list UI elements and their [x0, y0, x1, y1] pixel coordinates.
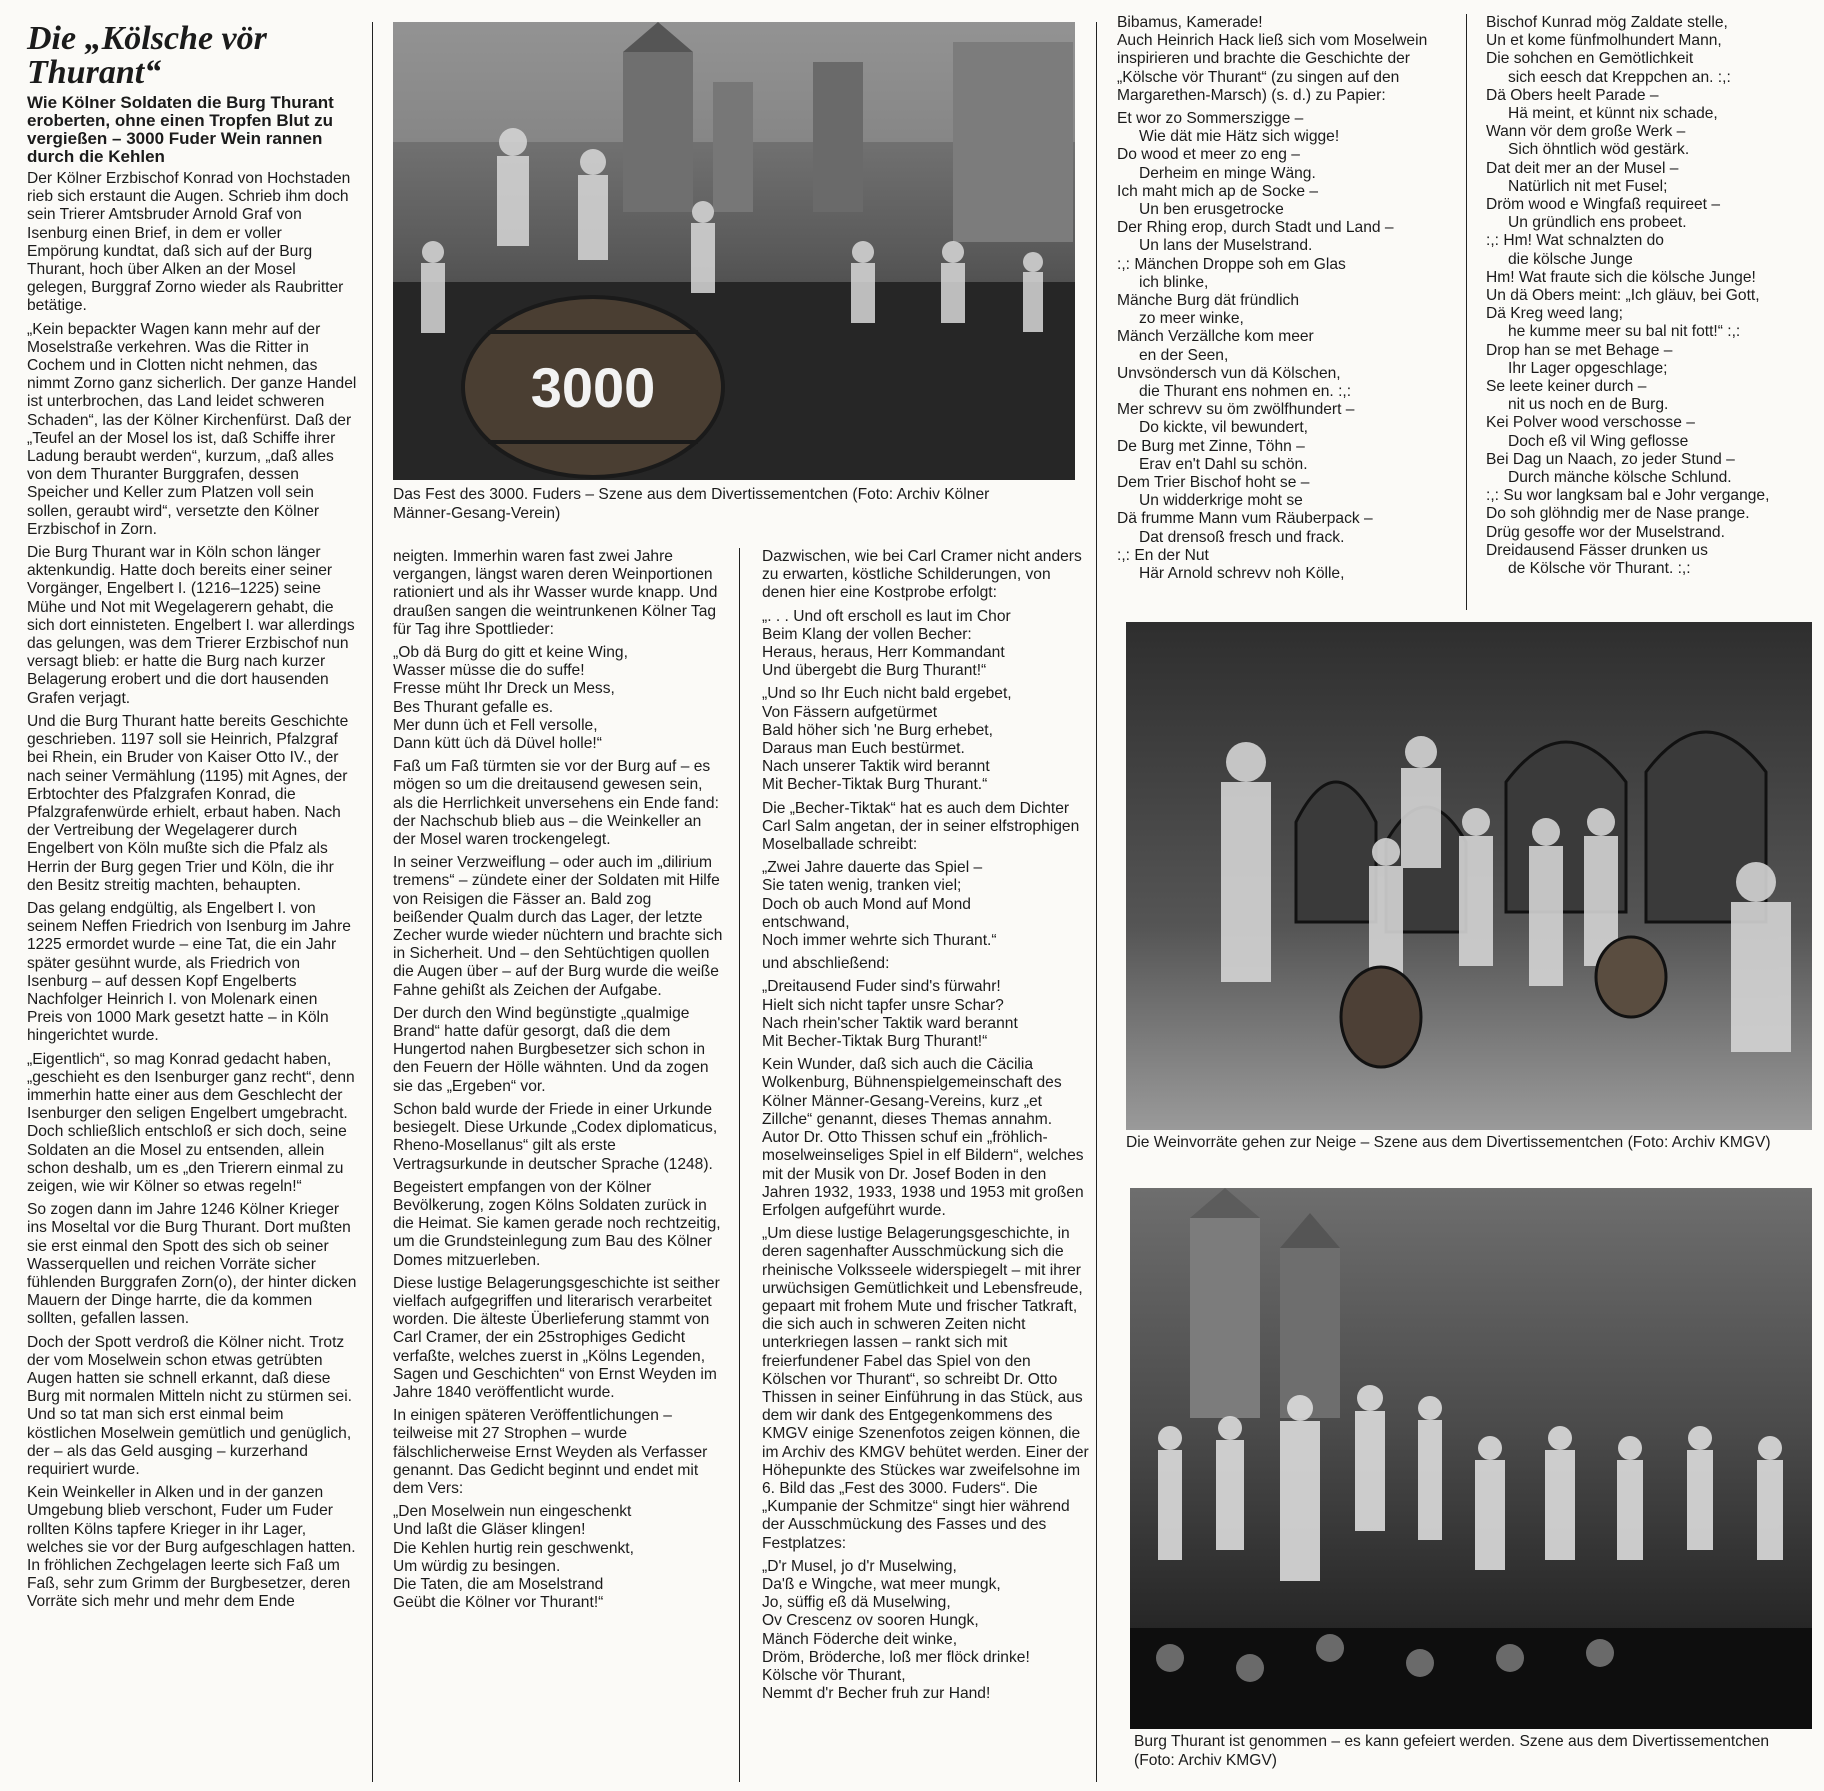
photo-1-caption: Das Fest des 3000. Fuders – Szene aus dem Divertissementchen (Foto: Archiv Kölner Männer-Gesang-Verein)	[393, 486, 990, 522]
paragraph: „Eigentlich“, so mag Konrad gedacht haben, „geschieht es den Isenburger ganz recht“, denn immerhin hatte einer aus dem Geschlecht der Isenburger den seligen Engelbert umgebracht. Doch schließlich entschloß er sich doch, seine Soldaten an die Mosel zu entsenden, allein schon deshalb, um es „den Trierern einmal zu zeigen, wie wir Kölner so etwas regeln!“	[27, 1050, 355, 1195]
verse-line: Ihr Lager opgeschlage;	[1508, 359, 1668, 377]
verse-line: Derheim en minge Wäng.	[1139, 164, 1316, 182]
verse-line: Kei Polver wood verschosse –	[1486, 414, 1695, 432]
paragraph: „Kein bepackter Wagen kann mehr auf der Moselstraße verkehren. Was die Ritter in Cochem und in Clotten nicht nehmen, das nimmt Zorno ganz sicherlich. Der ganze Handel ist unterbrochen, das Land leidet schweren Schaden“, las der Kölner Kirchenfürst. Daß der „Teufel an der Mosel los ist, daß Schiffe ihrer Ladung beraubt werden“, kurzum, „daß alles von dem Thuranter Burggrafen, dessen Speicher und Keller zum Platzen voll sein sollen, geraubt wird“, versetzte den Kölner Erzbischof in Zorn.	[27, 320, 357, 538]
verse-line: :,: Su wor langksam bal e Johr vergange,	[1486, 487, 1770, 505]
stage-scene-image	[393, 22, 1075, 480]
paragraph: Doch der Spott verdroß die Kölner nicht. Trotz der vom Moselwein schon etwas getrübten Augen hatten sie schnell erkannt, daß diese Burg mit normalen Mitteln nicht zu stürmen sei. Und so tat man sich erst einmal beim köstlichen Moselwein gemütlich und genüglich, der – als das Geld ausging – kurzerhand requiriert wurde.	[27, 1333, 352, 1479]
verse-line: Drop han se met Behage –	[1486, 341, 1673, 359]
verse-line: Un gründlich ens probeet.	[1508, 214, 1687, 232]
paragraph: Kein Wunder, daß sich auch die Cäcilia Wolkenburg, Bühnenspielgemeinschaft des Kölner Männer-Gesang-Vereins, kurz „et Zillche“ genannt, dieses Themas annahm. Autor Dr. Otto Thissen schuf ein „fröhlich-moselweinseliges Spiel in elf Bildern“, welches mit der Musik von Dr. Josef Boden in den Jahren 1932, 1933, 1938 und 1953 mit großen Erfolgen aufgeführt wurde.	[762, 1056, 1084, 1219]
verse-line: Der Rhing erop, durch Stadt und Land –	[1117, 219, 1394, 237]
verse-line: Mänche Burg dät fründlich	[1117, 292, 1300, 310]
verse-line: en der Seen,	[1139, 346, 1229, 364]
paragraph: neigten. Immerhin waren fast zwei Jahre vergangen, längst waren deren Weinportionen rationiert und als ihr Wasser wurde knapp. Und draußen sangen die weintrunkenen Kölner Tag für Tag ihre Spottlieder:	[393, 548, 718, 638]
paragraph: Schon bald wurde der Friede in einer Urkunde besiegelt. Diese Urkunde „Codex diplomaticus, Rheno-Mosellanus“ gilt als erste Vertragsurkunde in deutscher Sprache (1248).	[393, 1100, 718, 1173]
paragraph: Kein Weinkeller in Alken und in der ganzen Umgebung blieb verschont, Fuder um Fuder rollten Kölns tapfere Krieger in ihr Lager, welches sie vor der Burg aufgeschlagen hatten. In fröhlichen Zechgelagen leerte sich Faß um Faß, sehr zum Grimm der Burgbesetzer, deren Vorräte sich mehr und mehr dem Ende	[27, 1484, 356, 1611]
verse-line: Un ben erusgetrocke	[1139, 201, 1284, 219]
paragraph: Das gelang endgültig, als Engelbert I. von seinem Neffen Friedrich von Isenburg im Jahre 1225 ermordet wurde – eine Tat, die ein Jahr später gesühnt wurde, als Friedrich von Isenburg – auf dessen Kopf Engelberts Nachfolger Heinrich I. von Molenark einen Preis von 1000 Mark gesetzt hatte – in Köln hingerichtet wurde.	[27, 899, 351, 1045]
verse-line: Natürlich nit met Fusel;	[1508, 177, 1668, 195]
verse-line: ich blinke,	[1139, 273, 1209, 291]
paragraph: und abschließend:	[762, 955, 890, 973]
verse-line: Dä Obers heelt Parade –	[1486, 86, 1659, 104]
photo-fest-3000-fuders	[393, 22, 1075, 480]
verse-line: Bischof Kunrad mög Zaldate stelle,	[1486, 14, 1728, 31]
verse-line: die Thurant ens nohmen en. :,:	[1139, 383, 1352, 401]
verse-line: Un dä Obers meint: „Ich gläuv, bei Gott,	[1486, 287, 1760, 305]
article-title: Die „Kölsche vör Thurant“	[27, 20, 267, 91]
verse-line: zo meer winke,	[1139, 310, 1244, 328]
celebration-scene-image	[1130, 1188, 1812, 1729]
column-divider-3	[1096, 22, 1097, 1782]
verse-line: de Kölsche vör Thurant. :,:	[1508, 560, 1691, 578]
column-1-text	[27, 170, 357, 1612]
article-column-2	[393, 548, 723, 1617]
verse-line: Dem Trier Bischof hoht se –	[1117, 474, 1310, 492]
verse-line: Unvsöndersch vun dä Kölschen,	[1117, 364, 1341, 382]
verse-line: :,: Mänchen Droppe soh em Glas	[1117, 255, 1346, 273]
verse-line: Doch eß vil Wing geflosse	[1508, 432, 1689, 450]
verse-line: Do wood et meer zo eng –	[1117, 146, 1300, 164]
verse-line: die kölsche Junge	[1508, 250, 1633, 268]
photo-weinvorraete	[1126, 622, 1812, 1130]
verse-line: Bei Dag un Naach, zo jeder Stund –	[1486, 450, 1735, 468]
paragraph: „. . . Und oft erscholl es laut im Chor Beim Klang der vollen Becher: Heraus, heraus, Herr Kommandant Und übergebt die Burg Thurant!“	[762, 607, 1011, 680]
paragraph: In einigen späteren Veröffentlichungen – teilweise mit 27 Strophen – wurde fälschlicherweise Ernst Weyden als Verfasser genannt. Das Gedicht beginnt und endet mit dem Vers:	[393, 1407, 708, 1497]
verse-line: Un widderkrige moht se	[1139, 492, 1303, 510]
paragraph: „Den Moselwein nun eingeschenkt Und laßt die Gläser klingen! Die Kehlen hurtig rein geschwenkt, Um würdig zu besingen. Die Taten, die am Moselstrand Geübt die Kölner vor Thurant!“	[393, 1503, 634, 1612]
verse-line: Durch mänche kölsche Schlund.	[1508, 469, 1732, 487]
barrel-3000-label: 3000	[530, 356, 656, 419]
verse-line: Hä meint, et künnt nix schade,	[1508, 105, 1718, 123]
paragraph: Und die Burg Thurant hatte bereits Geschichte geschrieben. 1197 soll sie Heinrich, Pfalzgraf bei Rhein, ein Bruder von Kaiser Otto IV., der nach seiner Vermählung (1195) mit Agnes, der Erbtochter des Pfalzgrafen Konrad, die Pfalzgrafenwürde erhielt, erbaut haben. Nach der Vertreibung der Wegelagerer durch Engelbert von Köln mußte sich die Pfalz als Herrin der Burg gegen Trier und Köln, die ihr den Besitz streitig machten, behaupten.	[27, 712, 349, 894]
verse-line: Dröm wood e Wingfaß requireet –	[1486, 196, 1721, 214]
verse-line: Drüg gesoffe wor der Muselstrand.	[1486, 523, 1725, 541]
column-divider-2	[739, 548, 740, 1782]
verse-line: Dreidausend Fässer drunken us	[1486, 541, 1708, 559]
paragraph: Diese lustige Belagerungsgeschichte ist seither vielfach aufgegriffen und literarisch verarbeitet worden. Die älteste Überlieferung stammt von Carl Cramer, der ein 25strophiges Gedicht verfaßte, welches zuerst in „Kölns Legenden, Sagen und Geschichten“ von Ernst Weyden im Jahre 1840 veröffentlicht wurde.	[393, 1274, 720, 1401]
poem-column-2	[1486, 14, 1816, 578]
verse-line: Dat drensoß fresch und frack.	[1139, 528, 1345, 546]
paragraph: „Ob dä Burg do gitt et keine Wing, Wasser müsse die do suffe! Fresse müht Ihr Dreck un Mess, Bes Thurant gefalle es. Mer dunn üch et Fell versolle, Dann kütt üch dä Düvel holle!“	[393, 644, 628, 753]
paragraph: „Dreitausend Fuder sind's fürwahr! Hielt sich nicht tapfer unsre Schar? Nach rhein'scher Taktik ward berannt Mit Becher-Tiktak Burg Thurant!“	[762, 978, 1018, 1051]
article-column-3	[762, 548, 1092, 1708]
column-divider-4	[1466, 14, 1467, 610]
verse-line: Et wor zo Sommerszigge –	[1117, 110, 1304, 128]
paragraph: „Zwei Jahre dauerte das Spiel – Sie taten wenig, tranken viel; Doch ob auch Mond auf Mond entschwand, Noch immer wehrte sich Thurant.“	[762, 859, 997, 950]
verse-line: Mänch Verzällche kom meer	[1117, 328, 1314, 346]
photo-3-caption: Burg Thurant ist genommen – es kann gefeiert werden. Szene aus dem Divertissementchen (Foto: Archiv KMGV)	[1134, 1733, 1770, 1769]
paragraph: Faß um Faß türmten sie vor der Burg auf – es mögen so um die dreitausend gewesen sein, als die Herrlichkeit unversehens ein Ende fand: der Nachschub blieb aus – die Weinkeller an der Mosel waren trockengelegt.	[393, 758, 719, 849]
verse-line: Ich maht mich ap de Socke –	[1117, 182, 1319, 200]
verse-line: sich eesch dat Kreppchen an. :,:	[1508, 68, 1731, 86]
paragraph: Dazwischen, wie bei Carl Cramer nicht anders zu erwarten, köstliche Schilderungen, von denen hier eine Kostprobe erfolgt:	[762, 548, 1082, 602]
verse-line: Erav en't Dahl su schön.	[1139, 455, 1308, 473]
paragraph: „Und so Ihr Euch nicht bald ergebet, Von Fässern aufgetürmet Bald höher sich 'ne Burg erhebet, Daraus man Euch bestürmet. Nach unserer Taktik wird berannt Mit Becher-Tiktak Burg Thurant.“	[762, 685, 1012, 794]
verse-line: :,: Hm! Wat schnalzten do	[1486, 232, 1664, 250]
paragraph: In seiner Verzweiflung – oder auch im „dilirium tremens“ – zündete einer der Soldaten mit Hilfe von Reisigen die Fässer an. Bald zog beißender Qualm durch das Lager, der letzte Zecher wurde wieder nüchtern und brachte sich in Sicherheit. Und – den Sehtüchtigen quollen die Augen über – auf der Burg wurde die weiße Fahne gehißt als Zeichen der Aufgabe.	[393, 854, 723, 999]
article-subtitle: Wie Kölner Soldaten die Burg Thurant eroberten, ohne einen Tropfen Blut zu vergießen – 3000 Fuder Wein rannen durch die Kehlen	[27, 93, 334, 166]
verse-line: Dä Kreg weed lang;	[1486, 305, 1623, 323]
article-column-1	[27, 22, 357, 1617]
verse-line: Do soh glöhndig mer de Nase prange.	[1486, 505, 1750, 523]
verse-line: Sich öhntlich wöd gestärk.	[1508, 141, 1690, 159]
verse-line: nit us noch en de Burg.	[1508, 396, 1669, 414]
paragraph: Die Burg Thurant war in Köln schon länger aktenkundig. Hatte doch bereits einer seiner Vorgänger, Engelbert I. (1216–1225) seine Mühe und Not mit Wegelagerern gehabt, die sich dort einnisteten. Engelbert I. war allerdings das gelungen, was dem Trierer Erzbischof nun versagt blieb: er hatte die Burg nach kurzer Belagerung erobert und die dort hausenden Grafen verjagt.	[27, 544, 355, 707]
wine-cellar-scene-image	[1126, 622, 1812, 1130]
photo-burg-genommen	[1130, 1188, 1812, 1729]
verse-line: Hm! Wat fraute sich die kölsche Junge!	[1486, 268, 1756, 286]
verse-line: Här Arnold schrevv noh Kölle,	[1139, 565, 1345, 583]
paragraph: „D'r Musel, jo d'r Muselwing, Da'ß e Wingche, wat meer mungk, Jo, süffig eß dä Muselwing, Ov Crescenz ov sooren Hungk, Mänch Föderche deit winke, Dröm, Bröderche, loß mer flöck drinke! Kölsche vör Thurant, Nemmt d'r Becher fruh zur Hand!	[762, 1557, 1030, 1703]
verse-line: Wie dät mie Hätz sich wigge!	[1139, 128, 1340, 146]
paragraph: Begeistert empfangen von der Kölner Bevölkerung, zogen Kölns Soldaten zurück in die Heimat. Sie kamen gerade noch rechtzeitig, um die Grundsteinlegung zum Bau des Kölner Domes mitzuerleben.	[393, 1178, 721, 1269]
paragraph: Der durch den Wind begünstigte „qualmige Brand“ hatte dafür gesorgt, daß die dem Hungertod nahen Burgbesetzer sich schon in den Feuern der Hölle wähnten. Und da zogen sie das „Ergeben“ vor.	[393, 1004, 709, 1095]
verse-line: Un lans der Muselstrand.	[1139, 237, 1313, 255]
verse-line: Un et kome fünfmolhundert Mann,	[1486, 32, 1722, 50]
verse-line: Die sohchen en Gemötlichkeit	[1486, 50, 1694, 68]
paragraph: Auch Heinrich Hack ließ sich vom Moselwein inspirieren und brachte die Geschichte der „Kölsche vör Thurant“ (zu singen auf den Margarethen-Marsch) (s. d.) zu Papier:	[1117, 32, 1428, 104]
verse-line: Bibamus, Kamerade!	[1117, 14, 1263, 31]
verse-line: Dä frumme Mann vum Räuberpack –	[1117, 510, 1373, 528]
verse-line: Mer schrevv su öm zwölfhundert –	[1117, 401, 1355, 419]
verse-line: Se leete keiner durch –	[1486, 378, 1647, 396]
paragraph: „Um diese lustige Belagerungsgeschichte, in deren sagenhafter Ausschmückung sich die rheinische Volksseele widerspiegelt – mit ihrer urwüchsigen Gemütlichkeit und Lebensfreude, gepaart mit frohem Mute und frischer Tatkraft, die sich auch in schweren Zeiten nicht unterkriegen lassen – rankt sich mit freierfundener Fabel das Spiel von den Kölschen vor Thurant“, so schreibt Dr. Otto Thissen in seiner Einführung in das Stück, aus dem wir dank des Entgegenkommens des KMGV einige Szenenfotos zeigen können, die im Archiv des KMGV behütet werden. Einer der Höhepunkte des Stückes war zweifelsohne im 6. Bild das „Fest des 3000. Fuders“. Die „Kumpanie der Schmitze“ singt hier während der Ausschmückung des Fasses und des Festplatzes:	[762, 1225, 1089, 1552]
verse-line: Dat deit mer an der Musel –	[1486, 159, 1679, 177]
paragraph: So zogen dann im Jahre 1246 Kölner Krieger ins Moseltal vor die Burg Thurant. Dort mußten sie erst einmal den Spott des sich ob seiner Wasserquellen und reichen Vorräte sicher fühlenden Burggrafen Zorn(o), der hinter dicken Mauern der Dinge harrte, die da kommen sollten, gefallen lassen.	[27, 1201, 357, 1328]
poem-column-1	[1117, 14, 1447, 583]
verse-line: Wann vör dem große Werk –	[1486, 123, 1686, 141]
photo-2-caption: Die Weinvorräte gehen zur Neige – Szene aus dem Divertissementchen (Foto: Archiv KMGV)	[1126, 1134, 1771, 1151]
verse-line: Do kickte, vil bewundert,	[1139, 419, 1309, 437]
column-divider-1	[372, 22, 373, 1782]
paragraph: Der Kölner Erzbischof Konrad von Hochstaden rieb sich erstaunt die Augen. Schrieb ihm doch sein Trierer Amtsbruder Arnold Graf von Isenburg einen Brief, in dem er voller Empörung kundtat, daß sich auf der Burg Thurant, hoch über Alken an der Mosel gelegen, Burggraf Zorno wieder als Raubritter betätige.	[27, 170, 351, 315]
verse-line: he kumme meer su bal nit fott!“ :,:	[1508, 323, 1741, 341]
verse-line: :,: En der Nut	[1117, 546, 1209, 564]
paragraph: Die „Becher-Tiktak“ hat es auch dem Dichter Carl Salm angetan, der in seiner elfstrophigen Moselballade schreibt:	[762, 799, 1080, 854]
verse-line: De Burg met Zinne, Töhn –	[1117, 437, 1305, 455]
